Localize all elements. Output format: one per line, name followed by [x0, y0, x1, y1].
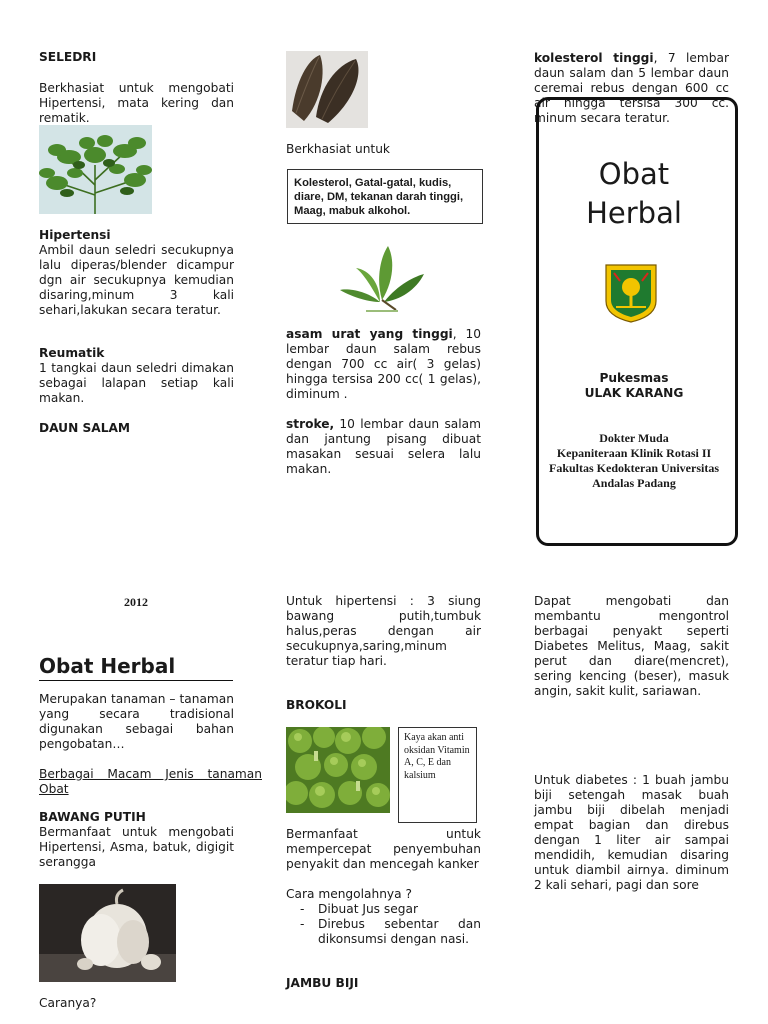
- cover-title-line-1: Obat: [598, 157, 670, 191]
- broccoli-photo: [286, 727, 390, 813]
- dokter-line-2: Kepaniteraan Klinik Rotasi II: [556, 446, 712, 460]
- stroke-text: 10 lembar daun salam dan jantung pisang dibuat masakan sesuai selera lalu makan.: [286, 417, 481, 476]
- bawang-text: Bermanfaat untuk mengobati Hipertensi, Asma, batuk, digigit serangga: [39, 825, 234, 869]
- dokter-muda-block: [537, 431, 731, 491]
- bay-leaf-photo: [336, 240, 426, 316]
- dokter-line-4: Andalas Padang: [592, 476, 676, 490]
- padang-emblem-icon: [604, 263, 658, 323]
- dokter-line-3: Fakultas Kedokteran Universitas: [548, 461, 719, 475]
- bawang-title: BAWANG PUTIH: [39, 810, 146, 824]
- reumatik-text: 1 tangkai daun seledri dimakan sebagai lalapan setiap kali makan.: [39, 361, 234, 405]
- cara-list: [286, 902, 481, 947]
- cover-title: [539, 155, 729, 233]
- brokoli-title: BROKOLI: [286, 698, 347, 712]
- caranya-label: Caranya?: [39, 996, 97, 1010]
- asam-urat-text: , 10 lembar daun salam rebus dengan 700 cc air( 3 gelas) hingga tersisa 200 cc( 1 gelas), diminum .: [286, 327, 481, 401]
- hipertensi-bawang-text: Untuk hipertensi : 3 siung bawang putih,tumbuk halus,peras dengan air secukupnya,saring,minum teratur tiap hari.: [286, 594, 481, 668]
- diabetes-text: Untuk diabetes : 1 buah jambu biji setengah masak buah jambu biji dibelah menjadi empat bagian dan direbus dengan 1 liter air sampai mendidih, kemudian disaring untuk diambil airnya. diminum 2 kali sehari, pagi dan sore: [534, 773, 729, 892]
- reumatik-title: Reumatik: [39, 346, 105, 360]
- dokter-line-1: Dokter Muda: [599, 431, 669, 445]
- kolesterol-title: kolesterol tinggi: [534, 51, 654, 65]
- pukesmas-line-2: ULAK KARANG: [584, 386, 684, 400]
- hipertensi-title: Hipertensi: [39, 228, 111, 242]
- berkhasiat-label: Berkhasiat untuk: [286, 142, 390, 156]
- jambu-description: Dapat mengobati dan membantu mengontrol berbagai penyakt seperti Diabetes Melitus, Maag, sakit perut dan diare(mencret), sering kencing (beser), masuk angin, sakit kulit, sariawan.: [534, 594, 729, 698]
- cara-item-2: - Direbus sebentar dan dikonsumsi dengan nasi.: [300, 917, 481, 947]
- daun-salam-title: DAUN SALAM: [39, 421, 131, 435]
- cara-item-1: - Dibuat Jus segar: [300, 902, 481, 917]
- khasiat-box: Kolesterol, Gatal-gatal, kudis, diare, DM, tekanan darah tinggi, Maag, mabuk alkohol.: [287, 169, 483, 224]
- brokoli-info-box: Kaya akan anti oksidan Vitamin A, C, E dan kalsium: [398, 727, 477, 823]
- year-label: 2012: [124, 595, 148, 609]
- pukesmas-block: [539, 371, 729, 401]
- main-title: Obat Herbal: [39, 653, 233, 681]
- kolesterol-text: , 7 lembar daun salam dan 5 lembar daun ceremai rebus dengan 600 cc air hingga tersisa 300 cc. minum secara teratur.: [534, 51, 729, 125]
- jambu-title: JAMBU BIJI: [286, 976, 359, 990]
- seledri-description: Berkhasiat untuk mengobati Hipertensi, mata kering dan rematik.: [39, 81, 234, 125]
- stroke-paragraph: [286, 417, 481, 477]
- asam-urat-title: asam urat yang tinggi: [286, 327, 453, 341]
- dried-bay-leaves-photo: [286, 51, 368, 128]
- macam-heading: Berbagai Macam Jenis tanaman Obat: [39, 767, 262, 796]
- stroke-title: stroke,: [286, 417, 335, 431]
- cara-label: Cara mengolahnya ?: [286, 887, 412, 901]
- pukesmas-line-1: Pukesmas: [599, 371, 669, 385]
- seledri-title: SELEDRI: [39, 50, 97, 64]
- intro-text: Merupakan tanaman – tanaman yang secara tradisional digunakan sebagai bahan pengobatan…: [39, 692, 234, 751]
- garlic-photo: [39, 884, 176, 982]
- brokoli-text: Bermanfaat untuk mempercepat penyembuhan penyakit dan mencegah kanker: [286, 827, 481, 871]
- celery-photo: [39, 125, 152, 214]
- cover-title-line-2: Herbal: [586, 196, 682, 230]
- hipertensi-text: Ambil daun seledri secukupnya lalu diperas/blender dicampur dgn air secukupnya kemudian disaring,minum 3 kali sehari,lakukan secara teratur.: [39, 243, 234, 317]
- asam-urat-paragraph: [286, 327, 481, 402]
